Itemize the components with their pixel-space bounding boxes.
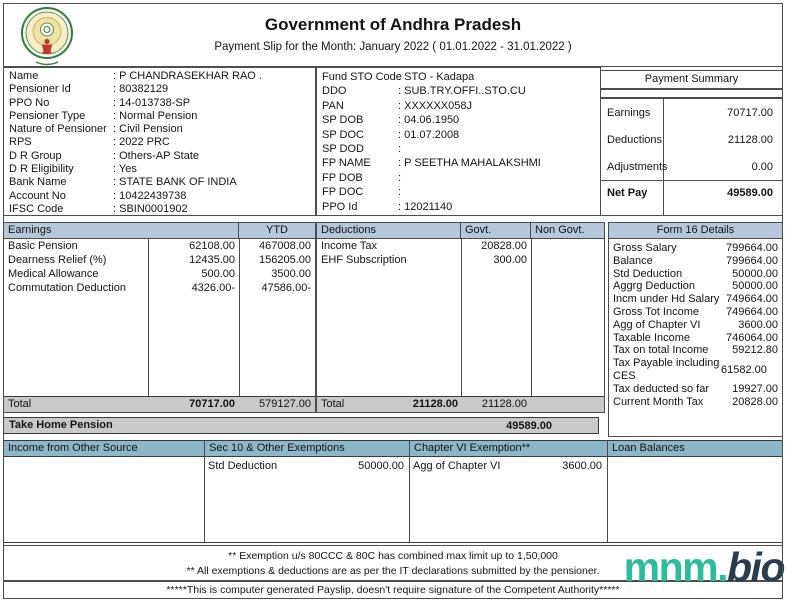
- info-row: FP DOC :: [322, 185, 600, 199]
- form16-row: Balance 799664.00: [613, 254, 778, 267]
- info-row: IFSC Code : SBIN0001902: [9, 203, 315, 216]
- deductions-table-header: Deductions Govt. Non Govt.: [317, 223, 604, 239]
- column-divider: [531, 239, 532, 396]
- earnings-total-row: Total 70717.00 579127.00: [4, 396, 315, 412]
- info-row: Nature of Pensioner : Civil Pension: [9, 123, 315, 136]
- deductions-table-body: [317, 239, 604, 396]
- info-row: FP NAME : P SEETHA MAHALAKSHMI: [322, 156, 600, 170]
- page-title: Government of Andhra Pradesh: [264, 15, 522, 34]
- info-row: Pensioner Id : 80382129: [9, 83, 315, 96]
- info-row: FP DOB :: [322, 171, 600, 185]
- info-row: Bank Name : STATE BANK OF INDIA: [9, 176, 315, 189]
- info-row: SP DOC : 01.07.2008: [322, 128, 600, 142]
- ap-government-emblem-icon: [20, 4, 74, 68]
- info-row: D R Group : Others-AP State: [9, 150, 315, 163]
- income-other-source-section: [4, 441, 205, 542]
- payment-summary-spacer: [600, 89, 783, 98]
- form16-rows: [609, 239, 782, 408]
- take-home-pension-row: Take Home Pension 49589.00: [3, 417, 599, 434]
- info-row: PAN : XXXXXX058J: [322, 99, 600, 113]
- earnings-table-body: [4, 239, 315, 396]
- info-row: Account No : 10422439738: [9, 190, 315, 203]
- exemption-row: Std Deduction 50000.00: [208, 460, 404, 472]
- form16-row: Tax on total Income 59212.80: [613, 344, 778, 357]
- section-header: Loan Balances: [608, 441, 782, 457]
- deductions-table: [316, 222, 605, 413]
- deductions-row: EHF Subscription 300.00: [321, 254, 527, 266]
- form16-row: Incm under Hd Salary 749664.00: [613, 293, 778, 306]
- deductions-row: Income Tax 20828.00: [321, 240, 527, 252]
- service-info-panel: [316, 67, 601, 216]
- document-header: [3, 3, 783, 67]
- payment-summary-panel: [600, 98, 783, 216]
- form16-row: Gross Tot Income 749664.00: [613, 305, 778, 318]
- payslip-period-subtitle: Payment Slip for the Month: January 2022 ( 01.01.2022 - 31.01.2022 ): [214, 41, 572, 53]
- earnings-table-header: Earnings YTD: [4, 223, 315, 239]
- info-row: Name : P CHANDRASEKHAR RAO .: [9, 70, 315, 83]
- form16-row: Taxable Income 746064.00: [613, 331, 778, 344]
- form16-row: Std Deduction 50000.00: [613, 267, 778, 280]
- info-row: Pensioner Type : Normal Pension: [9, 110, 315, 123]
- deductions-total-row: Total 21128.00 21128.00: [317, 396, 604, 412]
- exemption-row: Agg of Chapter VI 3600.00: [413, 460, 602, 472]
- info-row: Fund STO Code : STO - Kadapa: [322, 70, 600, 84]
- info-row: SP DOD :: [322, 142, 600, 156]
- form16-panel: [608, 222, 783, 437]
- earnings-table: [3, 222, 316, 413]
- chapter6-exemption-section: [410, 441, 608, 542]
- net-pay-row: Net Pay 49589.00: [601, 180, 782, 215]
- info-row: SP DOB : 04.06.1950: [322, 113, 600, 127]
- column-divider: [461, 239, 462, 396]
- note-line: ** Exemption u/s 80CCC & 80C has combined max limit up to 1,50,000: [228, 550, 558, 562]
- bottom-sections: [3, 440, 783, 543]
- form16-row: Agg of Chapter VI 3600.00: [613, 318, 778, 331]
- column-divider: [148, 239, 149, 396]
- payment-summary-title: Payment Summary: [600, 70, 783, 89]
- earnings-row: Basic Pension 62108.00 467008.00: [8, 240, 311, 252]
- summary-row: Deductions 21128.00: [601, 126, 782, 153]
- info-row: RPS : 2022 PRC: [9, 136, 315, 149]
- info-row: D R Eligibility : Yes: [9, 163, 315, 176]
- mnm-bio-logo: mnm. bio: [623, 544, 784, 590]
- form16-row: Aggrg Deduction 50000.00: [613, 280, 778, 293]
- info-row: PPO No : 14-013738-SP: [9, 97, 315, 110]
- info-row: DDO : SUB.TRY.OFFI..STO.CU: [322, 84, 600, 98]
- column-divider: [239, 239, 240, 396]
- earnings-row: Commutation Deduction 4326.00- 47586.00-: [8, 282, 311, 294]
- section-header: Sec 10 & Other Exemptions: [205, 441, 409, 457]
- earnings-row: Medical Allowance 500.00 3500.00: [8, 268, 311, 280]
- loan-balances-section: [608, 441, 782, 542]
- form16-row: Tax Payable including CES 61582.00: [613, 357, 767, 382]
- note-line: ** All exemptions & deductions are as per the IT declarations submitted by the pensioner.: [186, 565, 600, 577]
- form16-header: Form 16 Details: [609, 223, 782, 239]
- form16-row: Current Month Tax 20828.00: [613, 395, 778, 408]
- section-header: Chapter VI Exemption**: [410, 441, 607, 457]
- form16-row: Tax deducted so far 19927.00: [613, 382, 778, 395]
- computer-generated-note: *****This is computer generated Payslip, doesn't require signature of the Competent Authority*****: [3, 581, 783, 599]
- summary-row: Adjustments 0.00: [601, 153, 782, 180]
- form16-row: Gross Salary 799664.00: [613, 242, 778, 254]
- section-header: Income from Other Source: [4, 441, 204, 457]
- summary-row: Earnings 70717.00: [601, 99, 782, 126]
- info-row: PPO Id : 12021140: [322, 200, 600, 214]
- pensioner-info-panel: [3, 67, 316, 216]
- earnings-row: Dearness Relief (%) 12435.00 156205.00: [8, 254, 311, 266]
- sec10-exemptions-section: [205, 441, 410, 542]
